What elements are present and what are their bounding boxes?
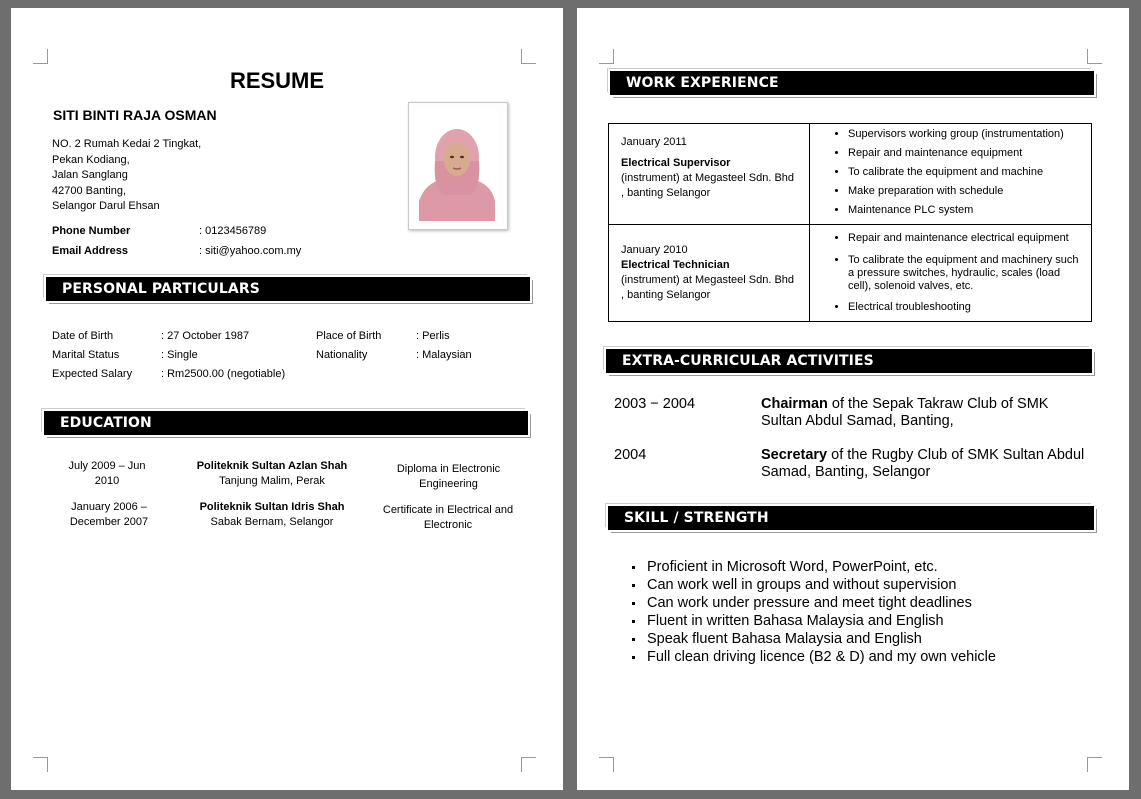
job-detail: (instrument) at Megasteel Sdn. Bhd , banting Selangor — [621, 274, 795, 301]
address-block — [52, 137, 201, 215]
list-item: Proficient in Microsoft Word, PowerPoint, etc. — [647, 558, 996, 576]
list-item: • Make preparation with schedule — [848, 185, 1085, 198]
section-heading-personal: PERSONAL PARTICULARS — [46, 277, 530, 301]
email-value: : siti@yahoo.com.my — [199, 245, 302, 257]
job-duties — [810, 124, 1092, 225]
list-item: Speak fluent Bahasa Malaysia and English — [647, 630, 996, 648]
job-date: January 2010 — [621, 244, 688, 256]
activity-desc: of the Sepak Takraw Club of SMK Sultan Abdul Samad, Banting, — [761, 396, 1049, 429]
profile-photo-icon — [415, 109, 499, 221]
salary-label: Expected Salary — [52, 368, 133, 380]
job-duties — [810, 225, 1092, 322]
list-item: Can work well in groups and without supervision — [647, 576, 996, 594]
list-item: • Maintenance PLC system — [848, 204, 1085, 217]
salary-value: : Rm2500.00 (negotiable) — [161, 368, 286, 380]
education-period: January 2006 – December 2007 — [69, 501, 149, 528]
address-line: Jalan Sanglang — [52, 169, 128, 181]
education-award: Certificate in Electrical and Electronic — [382, 504, 514, 531]
education-award: Diploma in Electronic Engineering — [396, 463, 501, 490]
dob-label: Date of Birth — [52, 330, 114, 342]
section-heading-skills: SKILL / STRENGTH — [608, 506, 1094, 530]
section-heading-activities: EXTRA-CURRICULAR ACTIVITIES — [606, 349, 1092, 373]
job-summary — [609, 225, 810, 322]
activity-role: Chairman — [761, 396, 828, 412]
education-period: July 2009 – Jun 2010 — [68, 460, 146, 487]
education-school-block — [181, 500, 363, 529]
address-line: Selangor Darul Ehsan — [52, 200, 160, 212]
candidate-name: SITI BINTI RAJA OSMAN — [53, 107, 217, 123]
crop-mark — [33, 49, 48, 64]
nationality-value: : Malaysian — [416, 349, 472, 361]
photo-frame — [408, 102, 508, 230]
crop-mark — [1087, 49, 1102, 64]
email-label: Email Address — [52, 245, 129, 257]
education-school: Politeknik Sultan Azlan Shah — [196, 460, 348, 472]
job-detail: (instrument) at Megasteel Sdn. Bhd , banting Selangor — [621, 172, 795, 199]
list-item: Fluent in written Bahasa Malaysia and English — [647, 612, 996, 630]
phone-label: Phone Number — [52, 225, 131, 237]
list-item: • To calibrate the equipment and machine — [848, 166, 1085, 179]
job-title: Electrical Technician — [621, 259, 730, 271]
nationality-label: Nationality — [316, 349, 368, 361]
table-row — [609, 124, 1092, 225]
address-line: Pekan Kodiang, — [52, 153, 130, 166]
marital-label: Marital Status — [52, 349, 120, 361]
education-location: Tanjung Malim, Perak — [219, 475, 325, 487]
skills-list — [627, 558, 996, 666]
pob-value: : Perlis — [416, 330, 450, 342]
address-line: NO. 2 Rumah Kedai 2 Tingkat, — [52, 138, 202, 150]
marital-value: : Single — [161, 349, 198, 361]
crop-mark — [599, 757, 614, 772]
crop-mark — [599, 49, 614, 64]
list-item: • Electrical troubleshooting — [848, 301, 1085, 314]
education-school: Politeknik Sultan Idris Shah — [199, 501, 345, 513]
resume-page-2 — [577, 8, 1129, 790]
resume-page-1 — [11, 8, 563, 790]
crop-mark — [521, 757, 536, 772]
list-item: • To calibrate the equipment and machinery such a pressure switches, hydraulic, scales (load cell), solenoid valves, etc. — [848, 254, 1085, 293]
resume-title: RESUME — [229, 68, 325, 93]
phone-value: : 0123456789 — [199, 225, 267, 237]
crop-mark — [521, 49, 536, 64]
work-experience-table — [608, 123, 1092, 322]
activity-period: 2003 − 2004 — [614, 396, 696, 412]
activity-description — [761, 396, 1091, 430]
list-item: Full clean driving licence (B2 & D) and my own vehicle — [647, 649, 996, 665]
table-row — [609, 225, 1092, 322]
activity-desc: of the Rugby Club of SMK Sultan Abdul Samad, Banting, Selangor — [761, 447, 1085, 480]
list-item: • Repair and maintenance equipment — [848, 147, 1085, 160]
address-line: 42700 Banting, — [52, 184, 127, 197]
list-item: • Supervisors working group (instrumentation) — [848, 128, 1085, 141]
job-title: Electrical Supervisor — [621, 157, 731, 169]
activity-description — [761, 447, 1091, 481]
list-item: • Repair and maintenance electrical equipment — [848, 232, 1085, 245]
dob-value: : 27 October 1987 — [161, 330, 250, 342]
list-item: Can work under pressure and meet tight deadlines — [647, 594, 996, 612]
section-heading-education: EDUCATION — [44, 411, 528, 435]
job-summary — [609, 124, 810, 225]
activity-role: Secretary — [761, 447, 828, 463]
education-location: Sabak Bernam, Selangor — [210, 515, 334, 528]
activity-period: 2004 — [614, 447, 647, 463]
education-school-block — [181, 459, 363, 489]
crop-mark — [33, 757, 48, 772]
section-heading-work: WORK EXPERIENCE — [610, 71, 1094, 95]
crop-mark — [1087, 757, 1102, 772]
pob-label: Place of Birth — [316, 330, 382, 342]
job-date: January 2011 — [621, 136, 687, 148]
